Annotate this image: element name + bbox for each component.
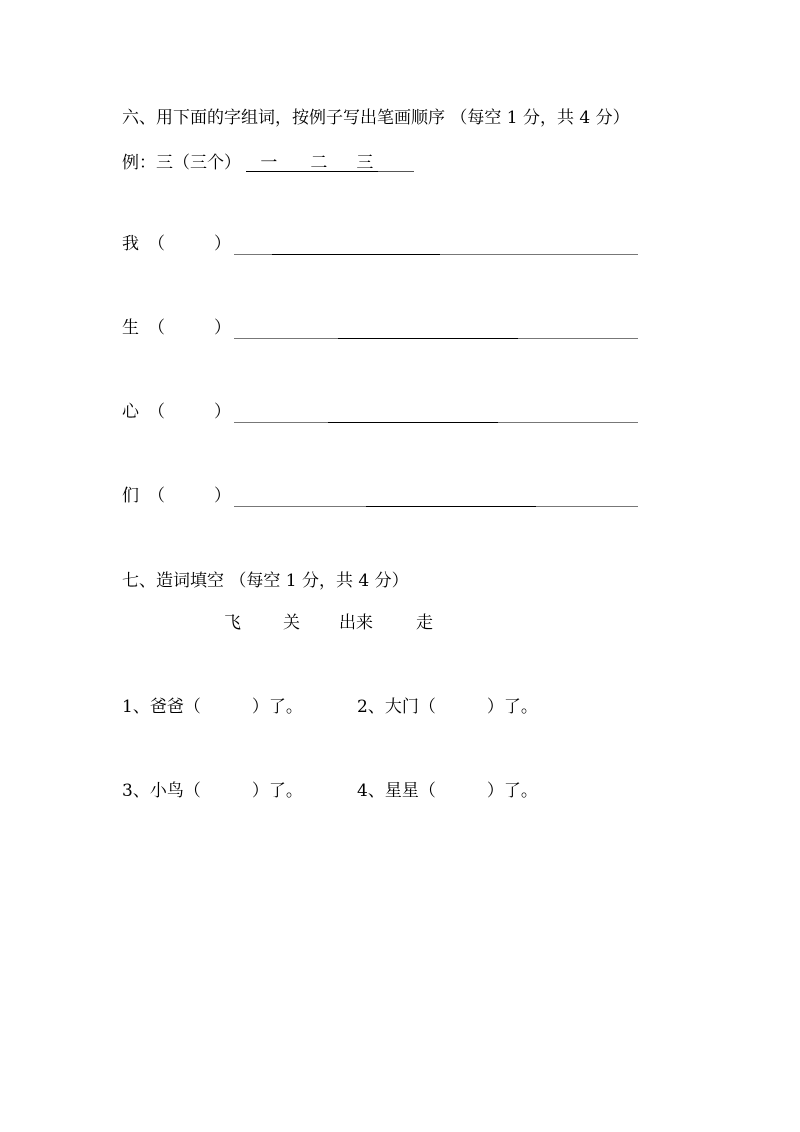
example-answer-blank xyxy=(246,152,414,174)
fill-blank-item[interactable]: 2、大门（ ）了。 xyxy=(357,697,538,717)
section-six-heading: 六、用下面的字组词，按例子写出笔画顺序 （每空 1 分，共 4 分） xyxy=(122,108,630,128)
row-character: 生 xyxy=(122,318,139,338)
word-blank-open: （ xyxy=(148,318,165,338)
example-stroke-1: 一 xyxy=(260,153,278,173)
word-bank-item: 关 xyxy=(283,613,300,633)
blank-underline-segment xyxy=(338,338,518,339)
stroke-order-blank[interactable] xyxy=(234,335,638,339)
word-blank-close: ） xyxy=(214,402,231,422)
fill-blank-item[interactable]: 4、星星（ ）了。 xyxy=(357,781,538,801)
example-stroke-3: 三 xyxy=(356,153,374,173)
word-blank-close: ） xyxy=(214,486,231,506)
stroke-order-blank[interactable] xyxy=(234,251,638,255)
example-prefix: 例：三（三个） xyxy=(122,153,241,173)
word-blank-open: （ xyxy=(148,402,165,422)
fill-blank-item[interactable]: 3、小鸟（ ）了。 xyxy=(122,781,303,801)
word-blank-close: ） xyxy=(214,234,231,254)
word-bank-item: 走 xyxy=(416,613,433,633)
stroke-order-blank[interactable] xyxy=(234,419,638,423)
row-character: 我 xyxy=(122,234,139,254)
blank-underline-segment xyxy=(328,422,498,423)
section-seven-heading: 七、造词填空 （每空 1 分，共 4 分） xyxy=(122,571,409,591)
blank-underline-segment xyxy=(366,506,536,507)
word-blank-close: ） xyxy=(214,318,231,338)
word-bank-item: 出来 xyxy=(339,613,373,633)
row-character: 们 xyxy=(122,486,139,506)
fill-blank-item[interactable]: 1、爸爸（ ）了。 xyxy=(122,697,303,717)
row-character: 心 xyxy=(122,402,139,422)
example-stroke-2: 二 xyxy=(310,153,328,173)
stroke-order-example xyxy=(122,152,414,174)
word-bank-item: 飞 xyxy=(224,613,241,633)
word-blank-open: （ xyxy=(148,234,165,254)
word-blank-open: （ xyxy=(148,486,165,506)
stroke-order-blank[interactable] xyxy=(234,503,638,507)
blank-underline-segment xyxy=(272,254,440,255)
